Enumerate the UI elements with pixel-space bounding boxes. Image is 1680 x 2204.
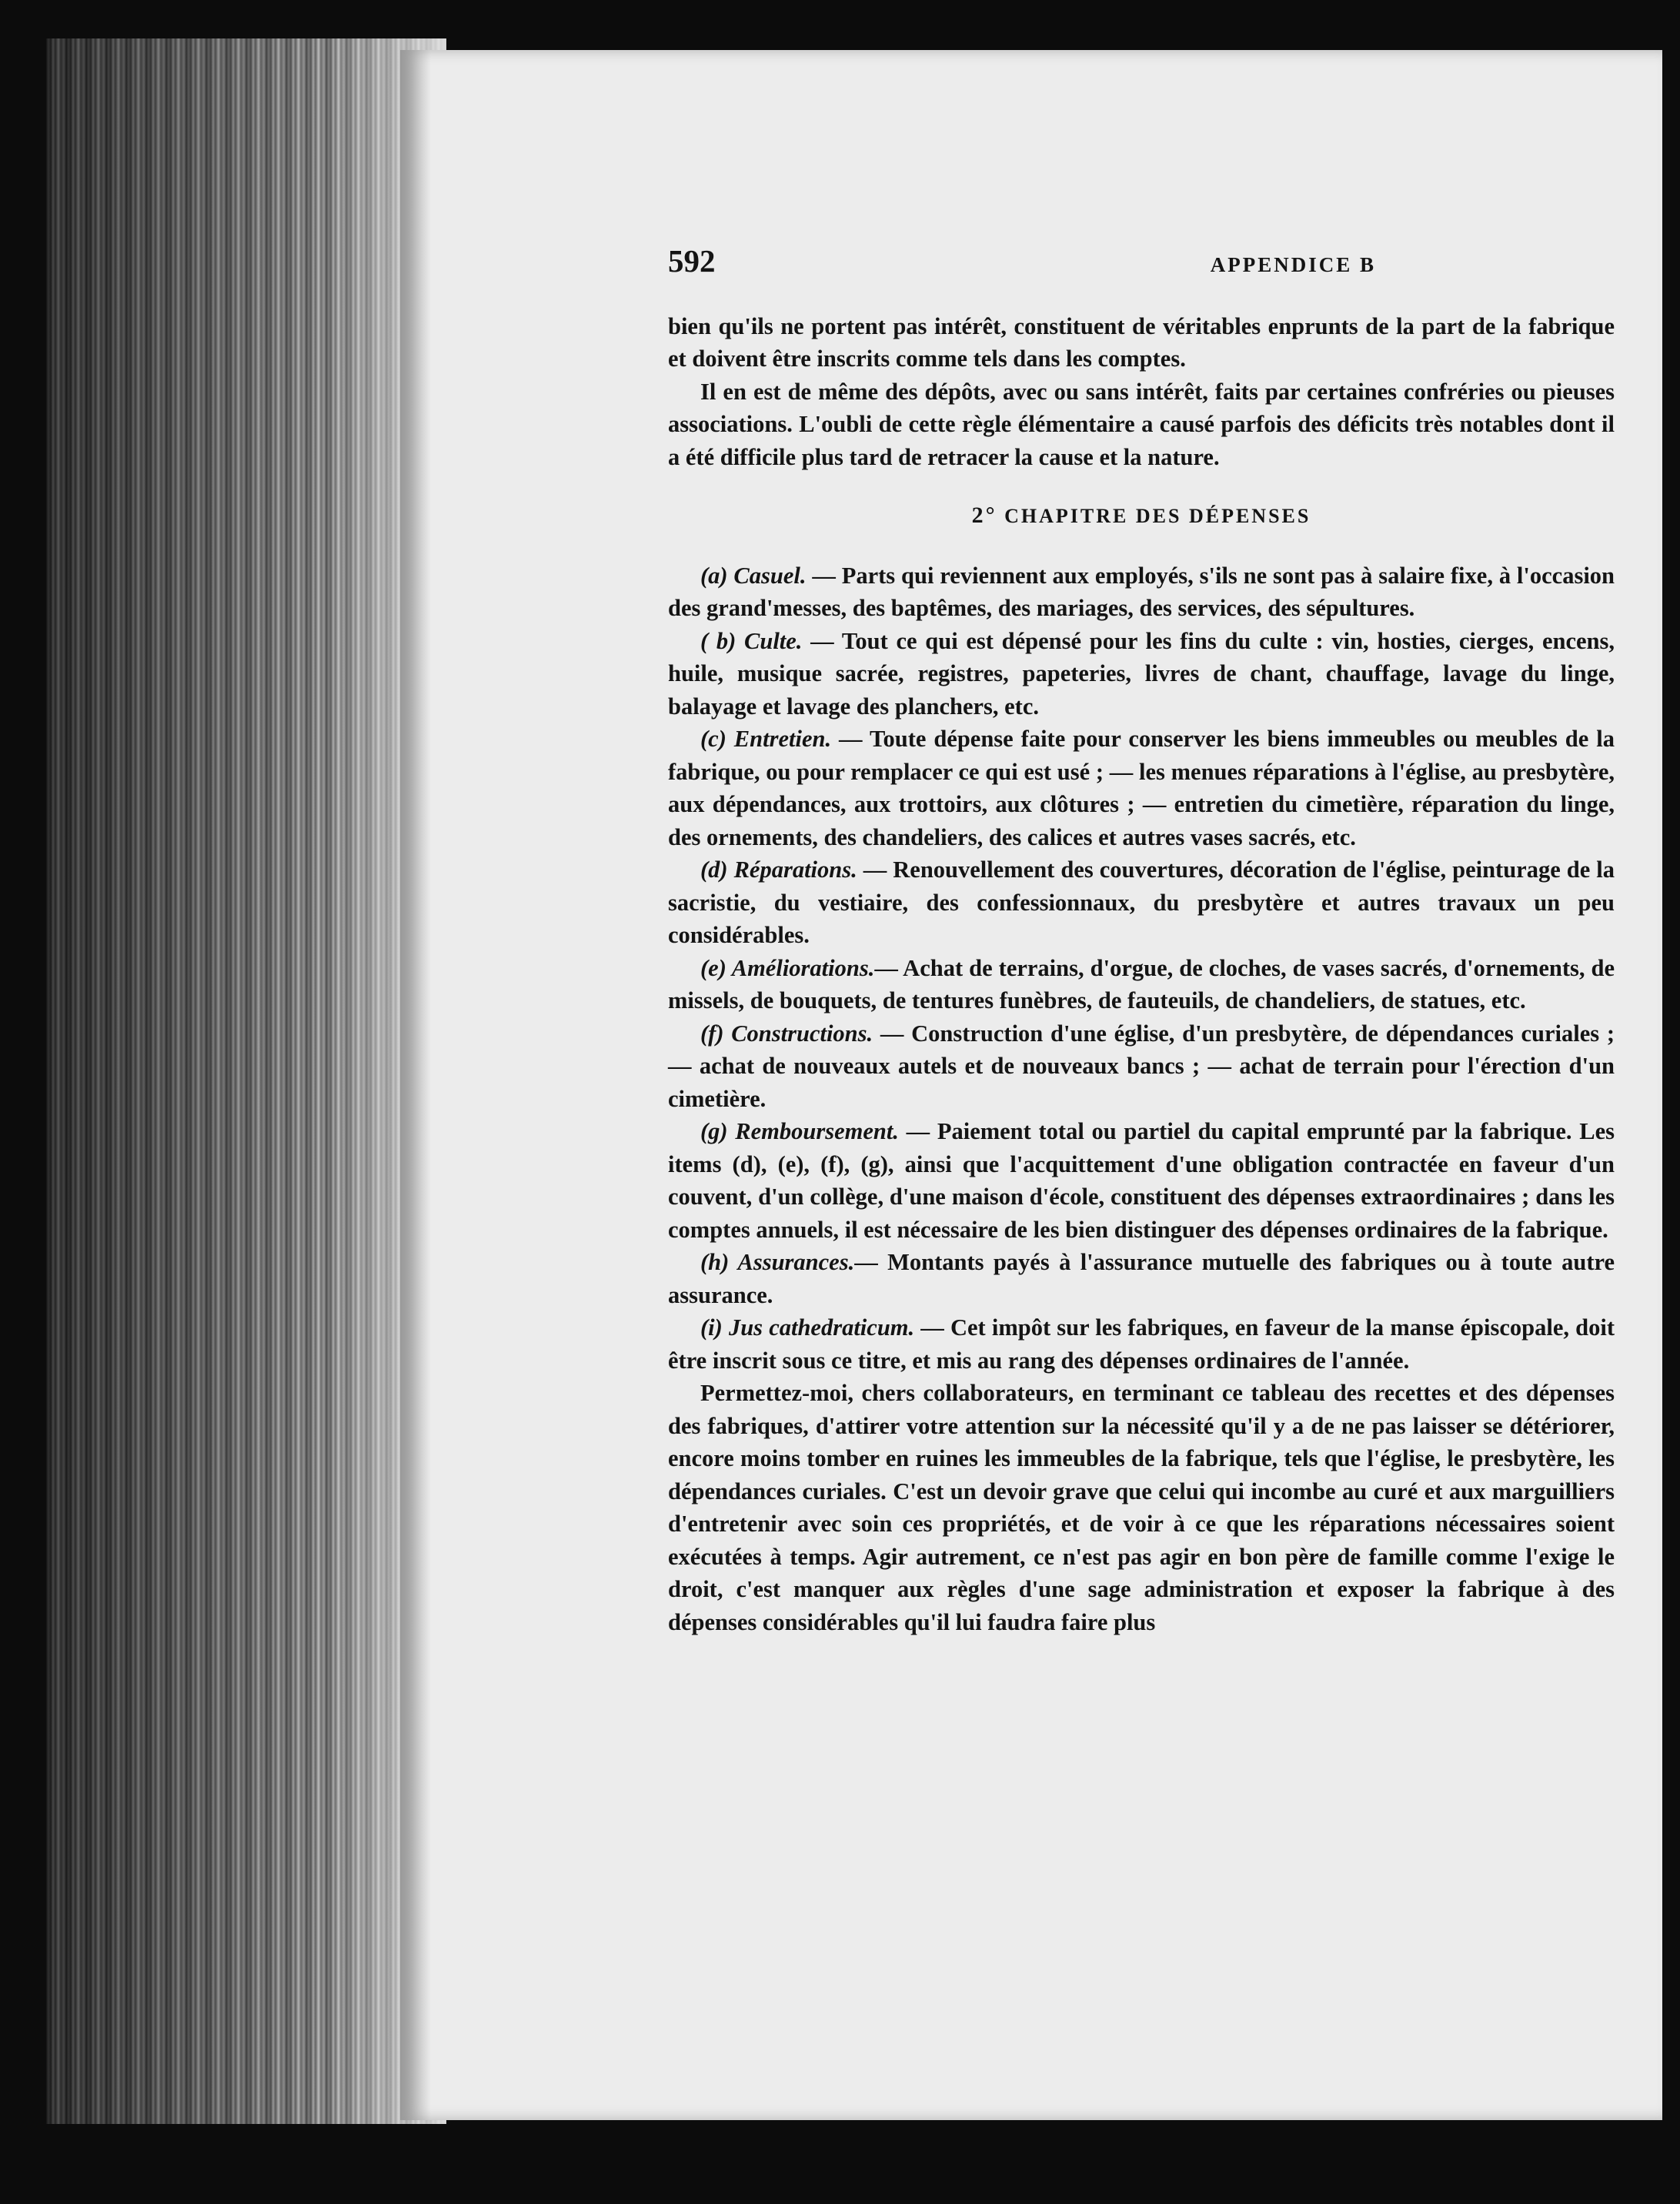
item-label: (e) Améliorations. bbox=[700, 954, 875, 981]
item-reparations bbox=[668, 853, 1615, 952]
item-text: — Achat de terrains, d'orgue, de cloches, de vases sacrés, d'ornements, de missels, de bouquets, de tentures funèbres, de fauteuils, de chandeliers, de statues, etc. bbox=[668, 954, 1615, 1014]
paragraph-deposits: Il en est de même des dépôts, avec ou sans intérêt, faits par certaines confréries ou pieuses associations. L'oubli de cette règle élémentaire a causé parfois des déficits très notables dont il a été difficile plus tard de retracer la cause et la nature. bbox=[668, 378, 1615, 470]
item-text: — Paiement total ou partiel du capital emprunté par la fabrique. Les items (d), (e), (f), (g), ainsi que l'acquittement d'une obligation contractée en faveur d'un couvent, d'un collège, d'une maison d'école, constituent des dépenses extraordinaires ; dans les comptes annuels, il est nécessaire de les bien distinguer des dépenses ordinaires de la fabrique. bbox=[668, 1118, 1615, 1243]
item-label: (i) Jus cathedraticum. bbox=[700, 1314, 915, 1341]
item-text: — Cet impôt sur les fabriques, en faveur de la manse épiscopale, doit être inscrit sous ce titre, et mis au rang des dépenses ordinaires de l'année. bbox=[668, 1314, 1615, 1374]
section-heading bbox=[668, 499, 1615, 533]
item-text: — Construction d'une église, d'un presbytère, de dépendances curiales ; — achat de nouveaux autels et de nouveaux bancs ; — achat de terrain pour l'érection d'un cimetière. bbox=[668, 1020, 1615, 1112]
page-text-block bbox=[668, 245, 1615, 1638]
item-label: (h) Assurances. bbox=[700, 1249, 855, 1275]
item-text: — Renouvellement des couvertures, décoration de l'église, peinturage de la sacristie, du vestiaire, des confessionnaux, du presbytère et autres travaux un peu considérables. bbox=[668, 857, 1615, 948]
item-label: (f) Constructions. bbox=[700, 1020, 873, 1047]
item-text: — Parts qui reviennent aux employés, s'ils ne sont pas à salaire fixe, à l'occasion des grand'messes, des baptêmes, des mariages, des services, des sépultures. bbox=[668, 562, 1615, 621]
item-text: — Tout ce qui est dépensé pour les fins du culte : vin, hosties, cierges, encens, huile, musique sacrée, registres, papeteries, livres de chant, chauffage, lavage du linge, balayage et lavage des planchers, etc. bbox=[668, 627, 1615, 720]
item-constructions bbox=[668, 1017, 1615, 1116]
item-assurances bbox=[668, 1246, 1615, 1311]
item-label: (g) Remboursement. bbox=[700, 1118, 899, 1144]
item-entretien bbox=[668, 723, 1615, 853]
section-number: 2° bbox=[971, 503, 997, 528]
running-head: APPENDICE B bbox=[1210, 253, 1376, 276]
book-page-edges bbox=[46, 38, 446, 2124]
item-text: — Montants payés à l'assurance mutuelle des fabriques ou à toute autre assurance. bbox=[668, 1249, 1615, 1308]
item-jus-cathedraticum bbox=[668, 1311, 1615, 1377]
item-remboursement bbox=[668, 1115, 1615, 1246]
item-label: ( b) Culte. bbox=[700, 627, 803, 654]
item-label: (a) Casuel. bbox=[700, 562, 807, 589]
page-header bbox=[668, 245, 1615, 282]
item-text: — Toute dépense faite pour conserver les biens immeubles ou meubles de la fabrique, ou pour remplacer ce qui est usé ; — les menues réparations à l'église, au presbytère, aux dépendances, aux trottoirs, aux clôtures ; — entretien du cimetière, réparation du linge, des ornements, des chandeliers, des calices et autres vases sacrés, etc. bbox=[668, 726, 1615, 850]
item-culte bbox=[668, 625, 1615, 723]
page-number: 592 bbox=[668, 243, 716, 279]
item-label: (c) Entretien. bbox=[700, 726, 832, 752]
item-casuel bbox=[668, 559, 1615, 625]
paragraph-intro: bien qu'ils ne portent pas intérêt, constituent de véritables enprunts de la part de la fabrique et doivent être inscrits comme tels dans les comptes. bbox=[668, 312, 1615, 372]
page-gutter-shadow bbox=[400, 50, 431, 2120]
section-title: CHAPITRE DES DÉPENSES bbox=[1004, 505, 1311, 527]
item-label: (d) Réparations. bbox=[700, 857, 857, 883]
item-ameliorations bbox=[668, 952, 1615, 1017]
paragraph-closing: Permettez-moi, chers collaborateurs, en terminant ce tableau des recettes et des dépenses des fabriques, d'attirer votre attention sur la nécessité qu'il y a de ne pas laisser se détériorer, encore moins tomber en ruines les immeubles de la fabrique, tels que l'église, le presbytère, les dépendances curiales. C'est un devoir grave que celui qui incombe au curé et aux marguilliers d'entretenir avec soin ces propriétés, et de voir à ce que les réparations nécessaires soient exécutées à temps. Agir autrement, ce n'est pas agir en bon père de famille comme l'exige le droit, c'est manquer aux règles d'une sage administration et exposer la fabrique à des dépenses considérables qu'il lui faudra faire plus bbox=[668, 1380, 1615, 1635]
